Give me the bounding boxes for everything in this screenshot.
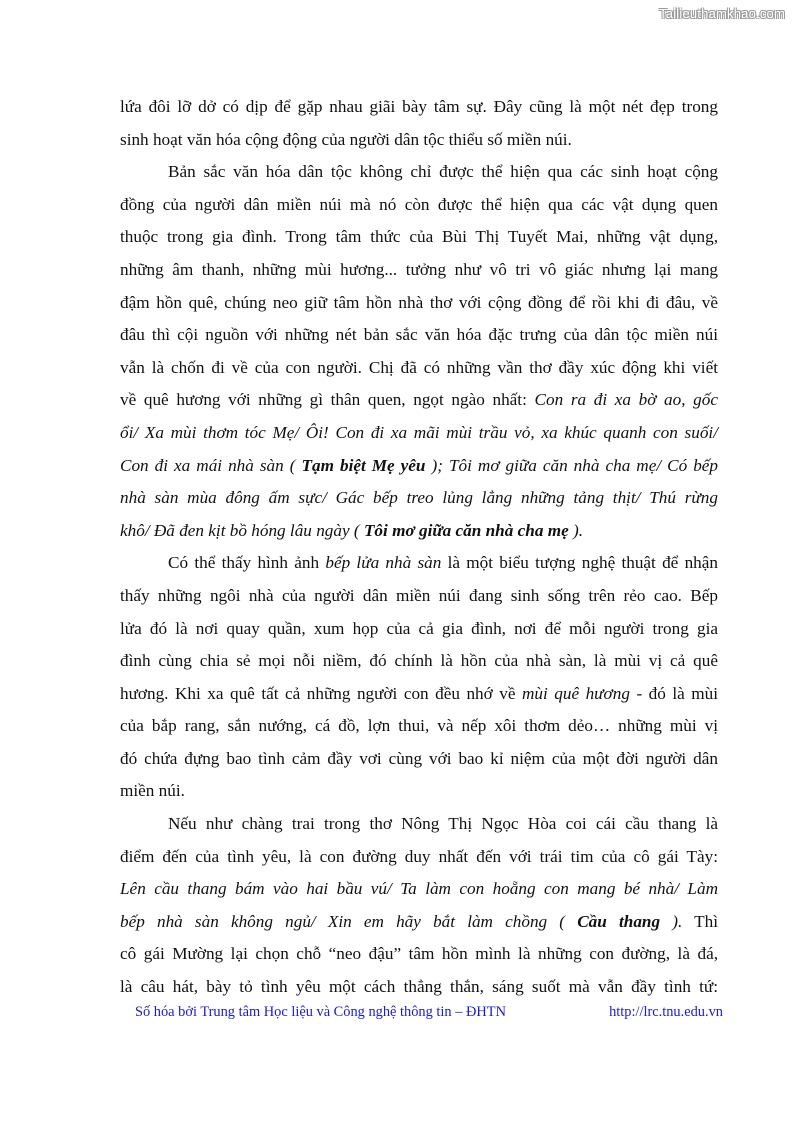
text-run: - đó là mùi: [636, 683, 719, 703]
text-line: [120, 319, 718, 352]
text-line: [120, 450, 718, 483]
text-line: [120, 580, 718, 613]
text-run: đó chứa đựng bao tình cảm đầy vơi cùng với bao kỉ niệm của một đời người dân: [120, 748, 718, 768]
quoted-text: nhà sàn mùa đông ấm sực/ Gác bếp treo lủng lẳng những tảng thịt/ Thú rừng: [120, 488, 718, 508]
footer-credit: Số hóa bởi Trung tâm Học liệu và Công nghệ thông tin – ĐHTN: [135, 1004, 506, 1020]
text-run: điểm đến của tình yêu, là con đường duy nhất đến với trái tim của cô gái Tày:: [120, 846, 718, 866]
text-line: [120, 971, 718, 1004]
text-line: [120, 189, 718, 222]
text-line: [120, 547, 718, 580]
text-line: [120, 124, 718, 157]
text-run: Thì: [694, 911, 719, 931]
text-line: [120, 710, 718, 743]
footer-url: http://lrc.tnu.edu.vn: [609, 1004, 723, 1020]
quoted-text: ).: [672, 911, 683, 931]
quoted-text: ).: [573, 520, 584, 540]
text-run: đậm hồn quê, chúng neo giữ tâm hồn nhà thơ với cộng đồng để rồi khi đi đâu, về: [120, 292, 718, 312]
text-line: [120, 91, 718, 124]
text-run: đình cùng chia sẻ mọi nỗi niềm, đó chính là hồn của nhà sàn, là mùi vị cả quê: [120, 651, 718, 671]
poem-title: Cầu thang: [577, 911, 661, 931]
text-line: [120, 938, 718, 971]
text-run: Bản sắc văn hóa dân tộc không chỉ được thể hiện qua các sinh hoạt cộng: [168, 162, 718, 182]
text-run: thuộc trong gia đình. Trong tâm thức của Bùi Thị Tuyết Mai, những vật dụng,: [120, 227, 718, 247]
quoted-text: Con ra đi xa bờ ao, gốc: [534, 390, 719, 410]
quoted-text: ); Tôi mơ giữa căn nhà cha mẹ/ Có bếp: [431, 455, 719, 475]
text-line: [120, 645, 718, 678]
text-run: về quê hương với những gì thân quen, ngọt ngào nhất:: [120, 390, 535, 410]
text-line: [120, 254, 718, 287]
quoted-text: ổi/ Xa mùi thơm tóc Mẹ/ Ôi! Con đi xa mãi mùi trầu vỏ, xa khúc quanh con suối/: [120, 422, 718, 442]
quoted-text: bếp lửa nhà sàn: [325, 553, 442, 573]
text-line: [120, 221, 718, 254]
text-line: [120, 743, 718, 776]
text-run: hương. Khi xa quê tất cả những người con đều nhớ về: [120, 683, 522, 703]
text-line: [120, 906, 718, 939]
text-line: [120, 678, 718, 711]
text-line: [120, 841, 718, 874]
text-line: [120, 384, 718, 417]
quoted-text: khô/ Đã đen kịt bồ hóng lâu ngày (: [120, 520, 360, 540]
page-footer: [135, 1004, 723, 1021]
quoted-text: mùi quê hương: [521, 683, 630, 703]
text-run: là một biểu tượng nghệ thuật để nhận: [447, 553, 718, 573]
text-run: thấy những ngôi nhà của người dân miền núi đang sinh sống trên rẻo cao. Bếp: [120, 585, 718, 605]
text-run: Có thể thấy hình ảnh: [168, 553, 326, 573]
text-line: [120, 808, 718, 841]
document-body: [120, 91, 718, 1004]
poem-title: Tôi mơ giữa căn nhà cha mẹ: [363, 520, 569, 540]
text-run: lứa đôi lỡ dở có dịp để gặp nhau giãi bày tâm sự. Đây cũng là một nét đẹp trong: [120, 97, 718, 116]
watermark: Tailieuthamkhao.com: [659, 6, 785, 21]
text-run: những âm thanh, những mùi hương... tưởng như vô tri vô giác nhưng lại mang: [120, 259, 718, 279]
text-line: [120, 613, 718, 646]
text-run: sinh hoạt văn hóa cộng động của người dân tộc thiểu số miền núi.: [120, 129, 572, 149]
text-line: [120, 873, 718, 906]
text-run: đồng của người dân miền núi mà nó còn được thể hiện qua các vật dụng quen: [120, 194, 718, 214]
text-run: là câu hát, bày tỏ tình yêu một cách thẳng thắn, sáng suốt mà vẫn đầy tình tứ:: [120, 977, 718, 997]
text-line: [120, 417, 718, 450]
text-run: vẫn là chốn đi về của con người. Chị đã có những vần thơ đầy xúc động khi viết: [120, 357, 718, 377]
quoted-text: Lên cầu thang bám vào hai bầu vú/ Ta làm con hoẵng con mang bé nhà/ Làm: [120, 879, 718, 899]
text-run: Nếu như chàng trai trong thơ Nông Thị Ngọc Hòa coi cái cầu thang là: [168, 814, 718, 834]
text-line: [120, 352, 718, 385]
text-run: cô gái Mường lại chọn chỗ “neo đậu” tâm hồn mình là những con đường, là đá,: [120, 944, 718, 964]
poem-title: Tạm biệt Mẹ yêu: [301, 455, 426, 475]
text-line: [120, 515, 718, 548]
text-line: [120, 156, 718, 189]
text-line: [120, 482, 718, 515]
text-run: miền núi.: [120, 781, 185, 801]
text-run: đâu thì cội nguồn với những nét bản sắc văn hóa đặc trưng của dân tộc miền núi: [120, 325, 718, 345]
quoted-text: bếp nhà sàn không ngủ/ Xin em hãy bắt làm chồng (: [120, 911, 566, 931]
text-run: của bắp rang, sắn nướng, cá đồ, lợn thui, và nếp xôi thơm dẻo… những mùi vị: [120, 716, 718, 736]
text-line: [120, 775, 718, 808]
text-line: [120, 287, 718, 320]
quoted-text: Con đi xa mái nhà sàn (: [120, 455, 296, 475]
text-run: lửa đó là nơi quay quần, xum họp của cả gia đình, nơi để mỗi người trong gia: [120, 618, 718, 638]
